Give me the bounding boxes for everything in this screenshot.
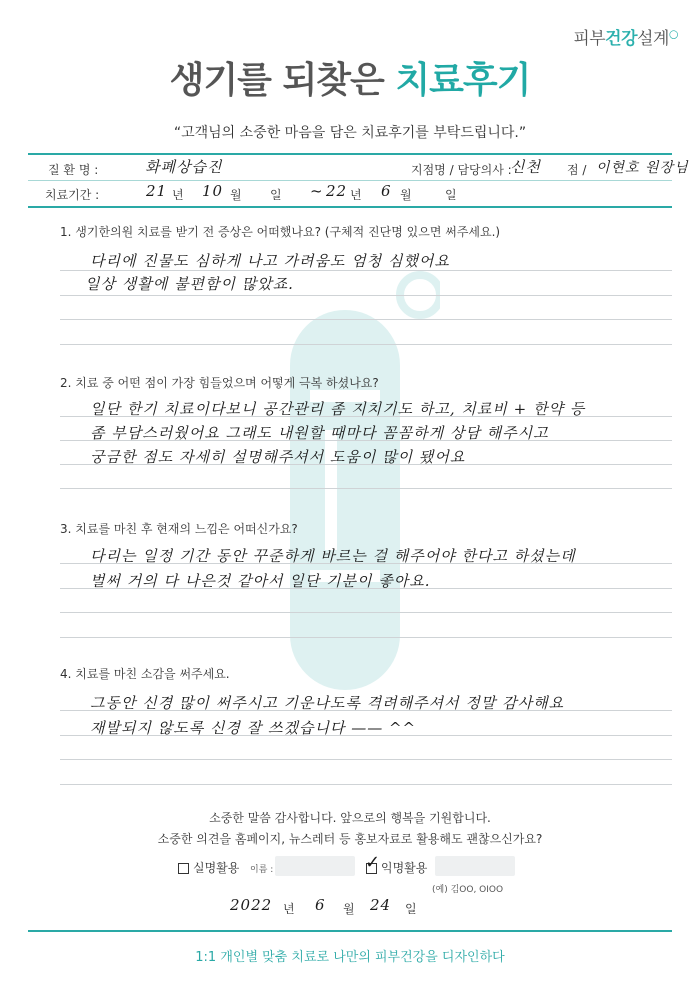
question-3: 3. 치료를 마친 후 현재의 느낌은 어떠신가요? bbox=[60, 522, 298, 536]
brand-logo bbox=[573, 24, 678, 49]
answer-line bbox=[60, 735, 672, 736]
closing-line-2: 소중한 의견을 홈페이지, 뉴스레터 등 홍보자료로 활용해도 괜찮으신가요? bbox=[157, 832, 543, 846]
brand-prefix: 피부 bbox=[573, 29, 606, 49]
answer-4-line-2[interactable]: 재발되지 않도록 신경 잘 쓰겠습니다 —— ^^ bbox=[90, 719, 417, 737]
answer-line bbox=[60, 440, 672, 441]
answer-line bbox=[60, 612, 672, 613]
disease-value[interactable]: 화폐상습진 bbox=[145, 158, 223, 176]
date-month-unit: 월 bbox=[343, 902, 355, 916]
clinic-unit: 점 / bbox=[567, 163, 587, 177]
disease-label: 질 환 명 : bbox=[48, 163, 99, 177]
info-mid-divider bbox=[28, 180, 672, 181]
answer-line bbox=[60, 784, 672, 785]
anonymous-field[interactable] bbox=[435, 856, 515, 876]
date-day-unit: 일 bbox=[405, 902, 417, 916]
start-year-unit: 년 bbox=[172, 188, 184, 202]
name-label: 이름 : bbox=[250, 865, 274, 875]
end-month[interactable]: 6 bbox=[381, 182, 392, 200]
date-day[interactable]: 24 bbox=[370, 896, 392, 914]
answer-line bbox=[60, 488, 672, 489]
answer-1-line-1[interactable]: 다리에 진물도 심하게 나고 가려움도 엄청 심했어요 bbox=[90, 252, 450, 270]
answer-line bbox=[60, 710, 672, 711]
page-title bbox=[0, 52, 700, 103]
end-month-unit: 월 bbox=[400, 188, 412, 202]
answer-line bbox=[60, 588, 672, 589]
clinic-value[interactable]: 신천 bbox=[510, 158, 541, 176]
name-field[interactable] bbox=[275, 856, 355, 876]
question-2: 2. 치료 중 어떤 점이 가장 힘들었으며 어떻게 극복 하셨나요? bbox=[60, 376, 379, 390]
title-main: 생기를 되찾은 bbox=[169, 60, 396, 101]
answer-2-line-2[interactable]: 좀 부담스러웠어요 그래도 내원할 때마다 꼼꼼하게 상담 해주시고 bbox=[90, 424, 549, 442]
answer-line bbox=[60, 344, 672, 345]
answer-3-line-2[interactable]: 벌써 거의 다 나은것 같아서 일단 기분이 좋아요. bbox=[90, 572, 431, 590]
start-month[interactable]: 10 bbox=[202, 182, 224, 200]
period-tilde: ~ bbox=[310, 182, 324, 200]
start-year[interactable]: 21 bbox=[146, 182, 168, 200]
brand-dot-icon: ○ bbox=[668, 27, 678, 41]
answer-2-line-1[interactable]: 일단 한기 치료이다보니 공간관리 좀 지치기도 하고, 치료비 + 한약 등 bbox=[90, 400, 586, 418]
answer-line bbox=[60, 563, 672, 564]
answer-line bbox=[60, 416, 672, 417]
answer-line bbox=[60, 295, 672, 296]
anonymous-option[interactable] bbox=[365, 852, 428, 876]
start-day-unit: 일 bbox=[270, 188, 282, 202]
check-mark-icon: ✓ bbox=[365, 852, 381, 873]
brand-highlight: 건강 bbox=[605, 29, 638, 49]
date-month[interactable]: 6 bbox=[315, 896, 326, 914]
anonymous-example: (예) 김OO, OIOO bbox=[432, 885, 504, 895]
title-highlight: 치료후기 bbox=[395, 60, 531, 101]
answer-line bbox=[60, 464, 672, 465]
watermark-logo-icon bbox=[270, 270, 440, 700]
info-bottom-divider bbox=[28, 206, 672, 208]
answer-4-line-1[interactable]: 그동안 신경 많이 써주시고 기운나도록 격려해주셔서 정말 감사해요 bbox=[90, 694, 565, 712]
clinic-label: 지점명 / 담당의사 : bbox=[411, 163, 512, 177]
brand-suffix: 설계 bbox=[637, 29, 669, 49]
end-day-unit: 일 bbox=[445, 188, 457, 202]
date-year-unit: 년 bbox=[283, 902, 295, 916]
answer-1-line-2[interactable]: 일상 생활에 불편함이 많았죠. bbox=[85, 275, 294, 293]
answer-line bbox=[60, 637, 672, 638]
real-name-label: 실명활용 bbox=[193, 861, 240, 875]
subtitle: “고객님의 소중한 마음을 담은 치료후기를 부탁드립니다.” bbox=[173, 125, 527, 141]
anonymous-label: 익명활용 bbox=[381, 861, 428, 875]
end-year[interactable]: 22 bbox=[326, 182, 348, 200]
date-year[interactable]: 2022 bbox=[230, 896, 273, 914]
start-month-unit: 월 bbox=[230, 188, 242, 202]
answer-2-line-3[interactable]: 궁금한 점도 자세히 설명해주셔서 도움이 많이 됐어요 bbox=[90, 448, 466, 466]
question-4: 4. 치료를 마친 소감을 써주세요. bbox=[60, 667, 230, 681]
answer-line bbox=[60, 319, 672, 320]
question-1: 1. 생기한의원 치료를 받기 전 증상은 어떠했나요? (구체적 진단명 있으면 써주세요.) bbox=[60, 225, 501, 239]
footer-slogan: 1:1 개인별 맞춤 치료로 나만의 피부건강을 디자인하다 bbox=[195, 950, 505, 965]
footer-divider bbox=[28, 930, 672, 932]
answer-3-line-1[interactable]: 다리는 일정 기간 동안 꾸준하게 바르는 걸 해주어야 한다고 하셨는데 bbox=[90, 547, 576, 565]
anonymous-checkbox[interactable] bbox=[365, 852, 381, 874]
info-top-divider bbox=[28, 153, 672, 155]
period-label: 치료기간 : bbox=[45, 188, 100, 202]
end-year-unit: 년 bbox=[350, 188, 362, 202]
answer-line bbox=[60, 759, 672, 760]
answer-line bbox=[60, 270, 672, 271]
doctor-value[interactable]: 이현호 원장님 bbox=[596, 160, 689, 176]
real-name-option[interactable] bbox=[178, 859, 239, 876]
closing-line-1: 소중한 말씀 감사합니다. 앞으로의 행복을 기원합니다. bbox=[209, 811, 491, 825]
real-name-checkbox[interactable] bbox=[178, 863, 189, 874]
